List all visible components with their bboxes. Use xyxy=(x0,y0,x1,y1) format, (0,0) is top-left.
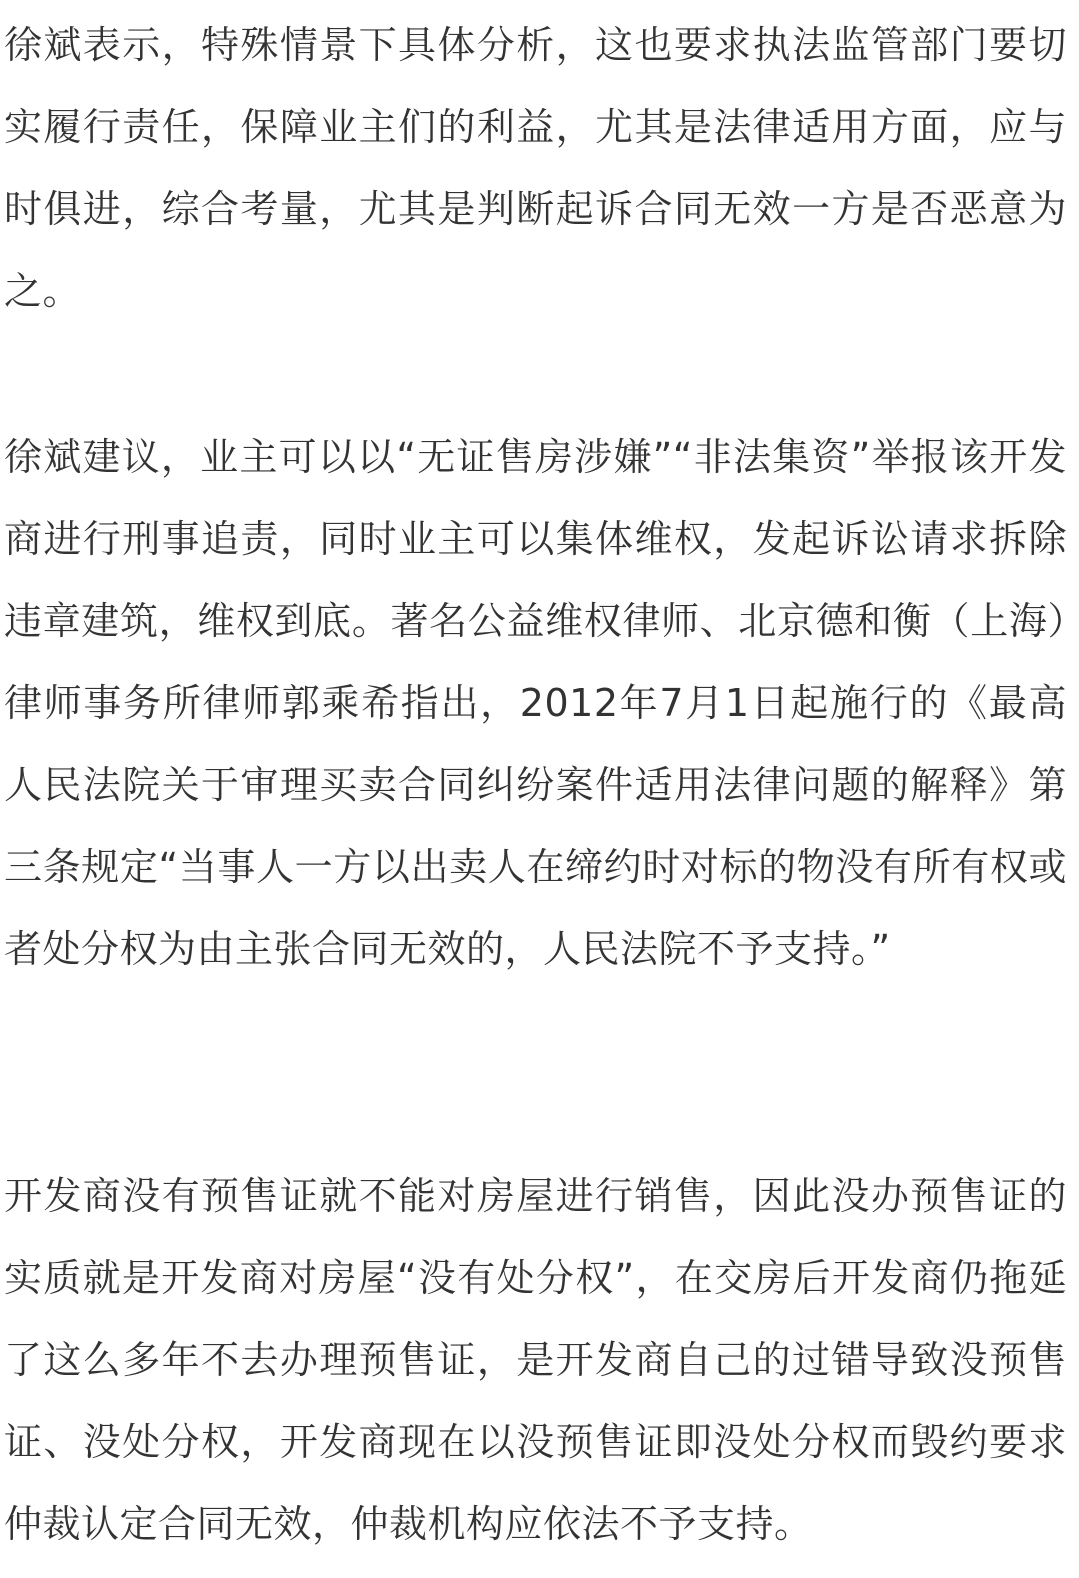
article-paragraph-3: 开发商没有预售证就不能对房屋进行销售，因此没办预售证的实质就是开发商对房屋“没有处分权”，在交房后开发商仍拖延了这么多年不去办理预售证，是开发商自己的过错导致没预售证、没处分权，开发商现在以没预售证即没处分权而毁约要求仲裁认定合同无效，仲裁机构应依法不予支持。 xyxy=(4,1174,1067,1546)
article-paragraph-2: 徐斌建议，业主可以以“无证售房涉嫌”“非法集资”举报该开发商进行刑事追责，同时业主可以集体维权，发起诉讼请求拆除违章建筑，维权到底。著名公益维权律师、北京德和衡（上海）律师事务所律师郭乘希指出，2012年7月1日起施行的《最高人民法院关于审理买卖合同纠纷案件适用法律问题的解释》第三条规定“当事人一方以出卖人在缔约时对标的物没有所有权或者处分权为由主张合同无效的，人民法院不予支持。” xyxy=(4,435,1067,971)
article-paragraph-1: 徐斌表示，特殊情景下具体分析，这也要求执法监管部门要切实履行责任，保障业主们的利益，尤其是法律适用方面，应与时俱进，综合考量，尤其是判断起诉合同无效一方是否恶意为之。 xyxy=(4,23,1067,313)
